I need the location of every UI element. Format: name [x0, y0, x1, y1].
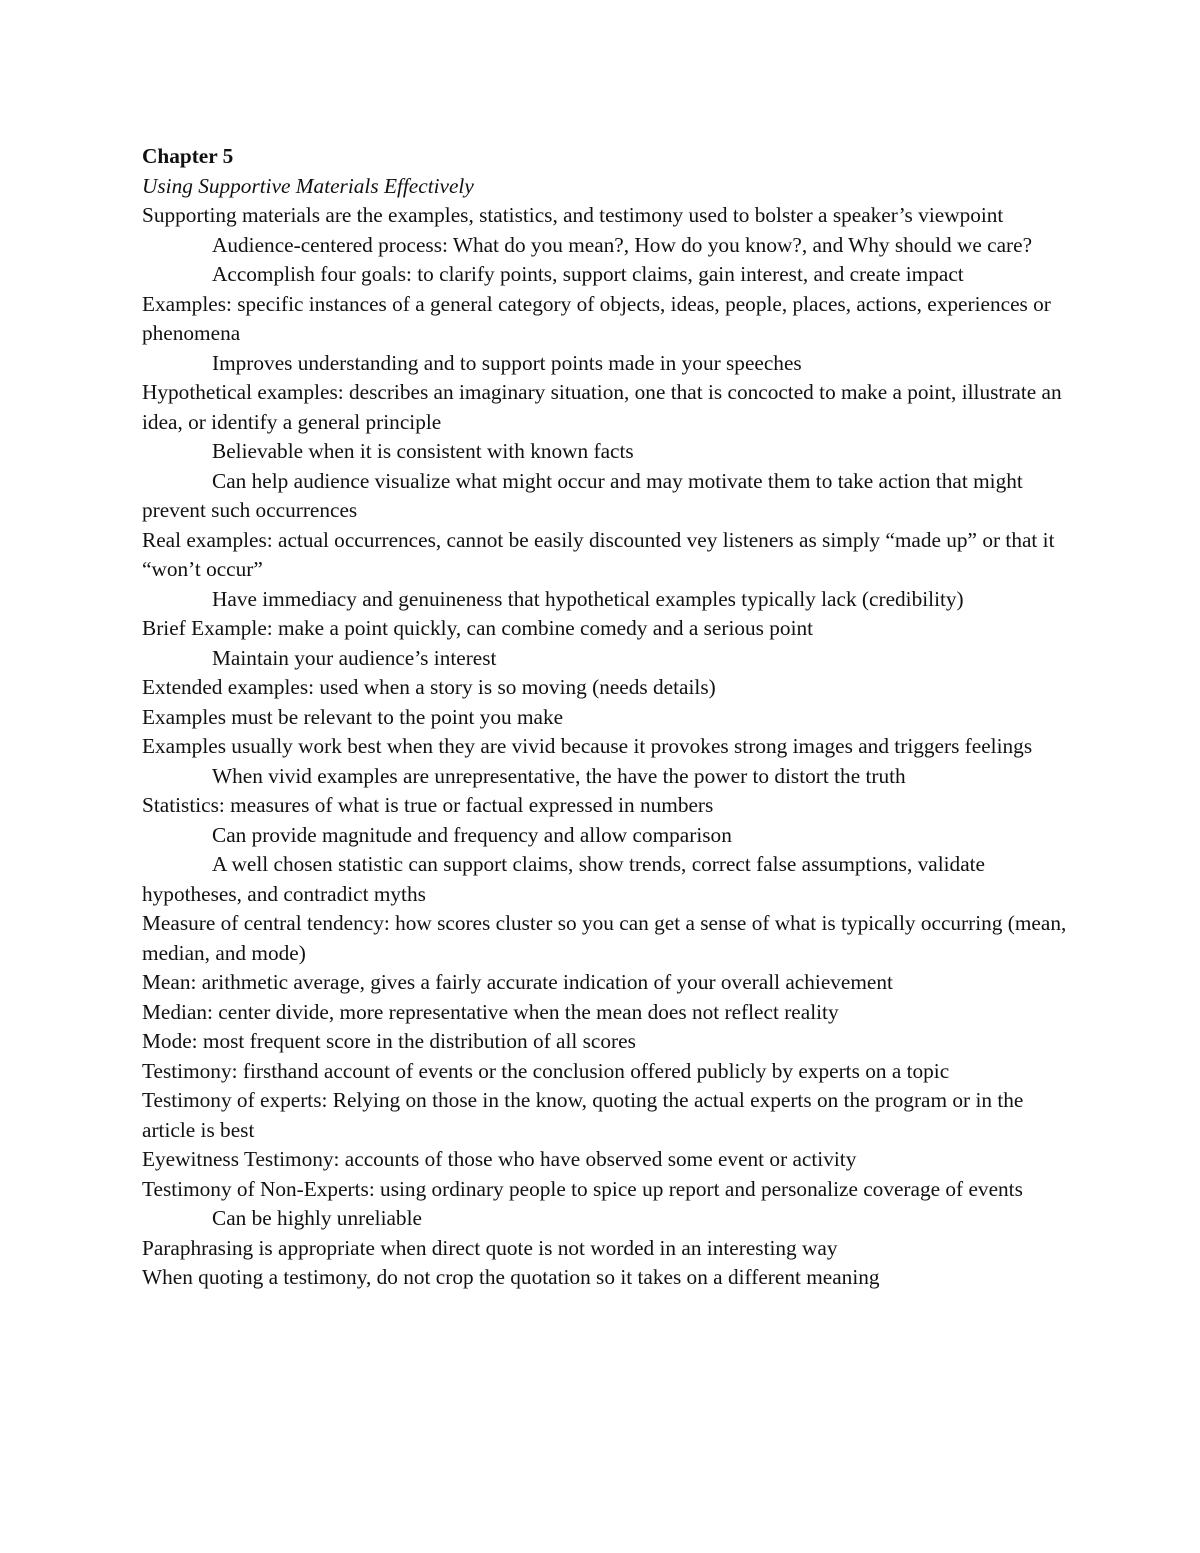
note-point: Statistics: measures of what is true or factual expressed in numbers	[142, 793, 714, 817]
note-point: Testimony of Non-Experts: using ordinary people to spice up report and personalize coverage of events	[142, 1176, 1023, 1201]
note-point: Brief Example: make a point quickly, can combine comedy and a serious point	[142, 616, 814, 640]
note-subpoint: Audience-centered process: What do you mean?, How do you know?, and Why should we care?	[212, 232, 1033, 257]
chapter-title: Chapter 5	[142, 144, 234, 168]
notes-list	[142, 201, 1072, 1293]
note-subpoint: When vivid examples are unrepresentative, the have the power to distort the truth	[212, 763, 906, 788]
document-body	[142, 142, 1072, 1293]
note-subpoint: Maintain your audience’s interest	[212, 645, 497, 670]
note-point: Eyewitness Testimony: accounts of those who have observed some event or activity	[142, 1147, 857, 1171]
note-point: Examples usually work best when they are vivid because it provokes strong images and triggers feelings	[142, 734, 1033, 758]
note-point: Median: center divide, more representative when the mean does not reflect reality	[142, 999, 839, 1024]
note-subpoint: Believable when it is consistent with known facts	[212, 439, 634, 463]
note-point: Real examples: actual occurrences, cannot be easily discounted vey listeners as simply “made up” or that it “won’t occur”	[142, 527, 1055, 581]
chapter-subtitle: Using Supportive Materials Effectively	[142, 173, 474, 198]
note-point: Paraphrasing is appropriate when direct quote is not worded in an interesting way	[142, 1235, 838, 1260]
note-subpoint: Can help audience visualize what might occur and may motivate them to take action that might prevent such occurrences	[142, 468, 1023, 522]
note-subpoint: Can be highly unreliable	[212, 1206, 422, 1230]
note-subpoint: Can provide magnitude and frequency and allow comparison	[212, 822, 732, 847]
note-subpoint: Have immediacy and genuineness that hypothetical examples typically lack (credibility)	[212, 586, 964, 611]
note-point: Measure of central tendency: how scores cluster so you can get a sense of what is typically occurring (mean, median, and mode)	[142, 911, 1067, 965]
note-point: Testimony of experts: Relying on those in the know, quoting the actual experts on the program or in the article is best	[142, 1088, 1024, 1142]
note-subpoint: Accomplish four goals: to clarify points, support claims, gain interest, and create impact	[212, 262, 964, 286]
note-point: Mode: most frequent score in the distribution of all scores	[142, 1029, 636, 1053]
note-point: Examples: specific instances of a general category of objects, ideas, people, places, actions, experiences or phenomena	[142, 291, 1051, 345]
note-point: Hypothetical examples: describes an imaginary situation, one that is concocted to make a point, illustrate an idea, or identify a general principle	[142, 380, 1062, 434]
note-point: Extended examples: used when a story is so moving (needs details)	[142, 675, 716, 699]
note-point: Mean: arithmetic average, gives a fairly accurate indication of your overall achievement	[142, 970, 893, 994]
note-point: When quoting a testimony, do not crop the quotation so it takes on a different meaning	[142, 1265, 880, 1289]
note-subpoint: Improves understanding and to support points made in your speeches	[212, 350, 802, 375]
note-subpoint: A well chosen statistic can support claims, show trends, correct false assumptions, validate hypotheses, and contradict myths	[142, 852, 986, 906]
note-point: Examples must be relevant to the point you make	[142, 704, 564, 729]
note-point: Testimony: firsthand account of events or the conclusion offered publicly by experts on a topic	[142, 1058, 950, 1083]
note-point: Supporting materials are the examples, statistics, and testimony used to bolster a speaker’s viewpoint	[142, 203, 1004, 227]
